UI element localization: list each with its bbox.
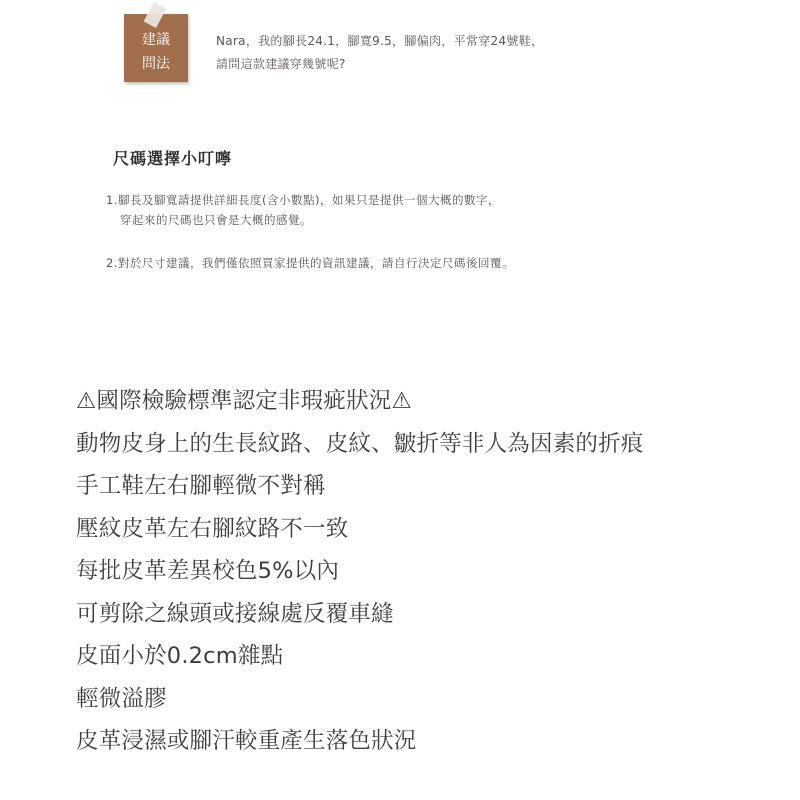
non-defect-item: 可剪除之線頭或接線處反覆車縫 (76, 600, 394, 627)
question-line1: Nara，我的腳長24.1，腳寬9.5，腳偏肉，平常穿24號鞋， (216, 34, 544, 48)
non-defect-item: 皮面小於0.2cm雜點 (76, 643, 284, 669)
size-guide-title: 尺碼選擇小叮嚀 (113, 149, 233, 168)
non-defect-item: 壓紋皮革左右腳紋路不一致 (76, 515, 349, 542)
non-defect-heading: ⚠國際檢驗標準認定非瑕疵狀況⚠ (76, 388, 412, 414)
non-defect-item: 皮革浸濕或腳汗較重產生落色狀況 (76, 728, 417, 754)
example-question (216, 30, 543, 76)
non-defect-list (76, 380, 756, 763)
badge-label-line1: 建議 (142, 32, 170, 48)
size-guide-item1-line2: 穿起來的尺碼也只會是大概的感覺。 (120, 213, 312, 227)
badge-label-line2: 問法 (142, 56, 170, 72)
non-defect-item: 輕微溢膠 (76, 685, 167, 712)
non-defect-item: 動物皮身上的生長紋路、皮紋、皺折等非人為因素的折痕 (76, 430, 644, 457)
non-defect-item: 手工鞋左右腳輕微不對稱 (76, 473, 326, 499)
size-guide-item1-line1: 1.腳長及腳寬請提供詳細長度(含小數點)，如果只是提供一個大概的數字， (106, 193, 500, 207)
question-line2: 請問這款建議穿幾號呢? (216, 57, 346, 71)
non-defect-item: 每批皮革差異校色5%以內 (76, 558, 340, 584)
size-guide-item2: 2.對於尺寸建議，我們僅依照買家提供的資訊建議，請自行決定尺碼後回覆。 (106, 256, 514, 270)
